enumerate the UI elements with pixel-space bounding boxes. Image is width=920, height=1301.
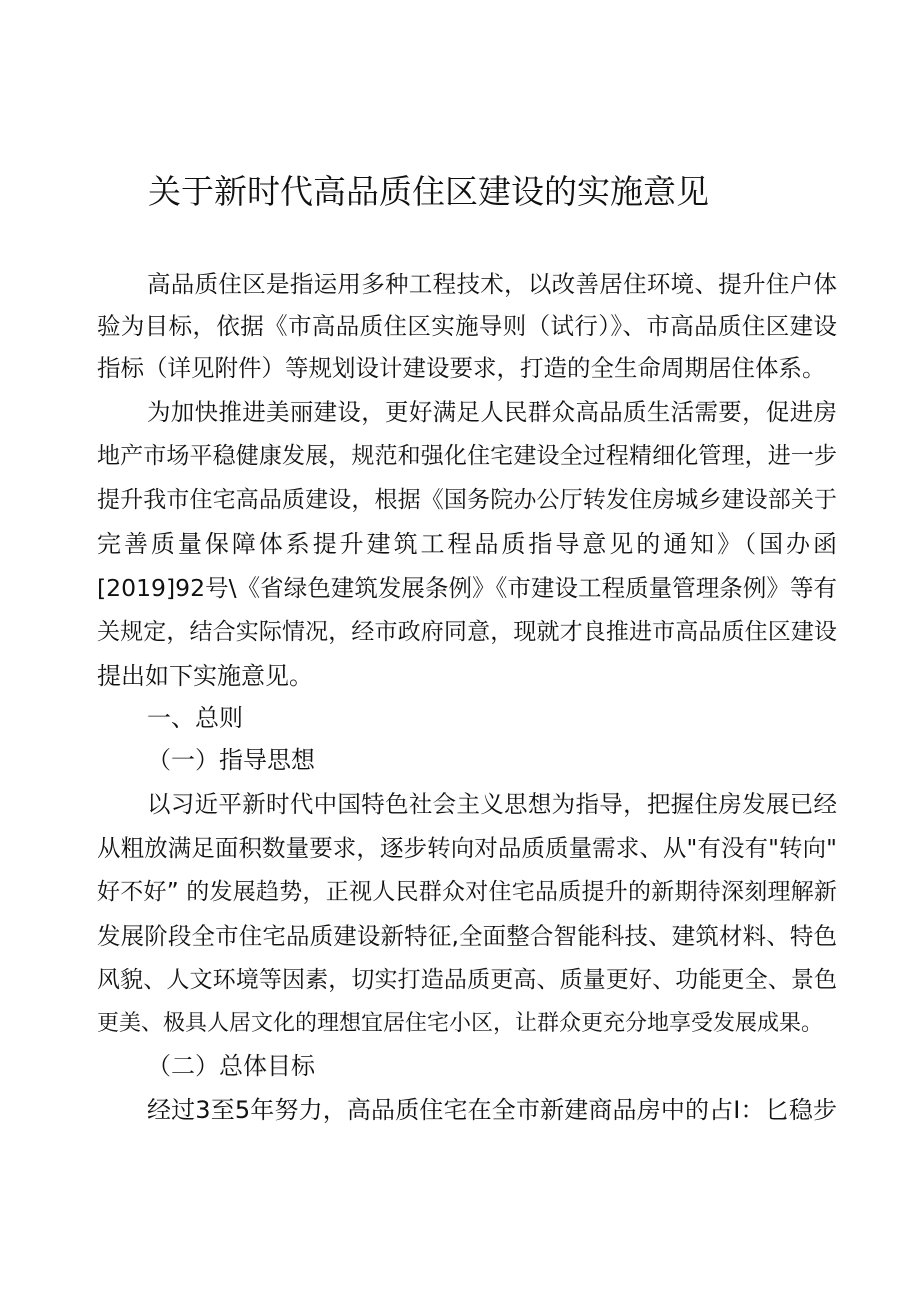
paragraph-line: 以习近平新时代中国特色社会主义思想为指导，把握住房发展已经 <box>147 790 837 818</box>
subsection-heading: （二）总体目标 <box>147 1052 315 1080</box>
paragraph-line: 更美、极具人居文化的理想宜居住宅小区，让群众更充分地享受发展成果。 <box>97 1011 824 1036</box>
paragraph-line: 好不好” 的发展趋势，正视人民群众对住宅品质提升的新期待深刻理解新 <box>97 879 837 905</box>
paragraph-line: 从粗放满足面积数量要求，逐步转向对品质质量需求、从"有没有"转向" <box>97 834 837 862</box>
paragraph-line: 提升我市住宅高品质建设，根据《国务院办公厅转发住房城乡建设部关于 <box>97 487 837 513</box>
paragraph-line: 提出如下实施意见。 <box>97 662 313 690</box>
paragraph-line: 验为目标，依据《市高品质住区实施导则（试行）》、市高品质住区建设 <box>97 312 837 340</box>
paragraph-line: 经过3至5年努力，高品质住宅在全市新建商品房中的占I：匕稳步 <box>147 1096 837 1124</box>
paragraph-line: 高品质住区是指运用多种工程技术，以改善居住环境、提升住户体 <box>147 270 837 298</box>
paragraph-line: 完善质量保障体系提升建筑工程品质指导意见的通知》（国办函 <box>97 530 837 558</box>
paragraph-line: 地产市场平稳健康发展，规范和强化住宅建设全过程精细化管理，进一步 <box>97 443 837 469</box>
paragraph-line: 风貌、人文环境等因素，切实打造品质更高、质量更好、功能更全、景色 <box>97 967 837 993</box>
paragraph-line: 发展阶段全市住宅品质建设新特征,全面整合智能科技、建筑材料、特色 <box>97 922 837 950</box>
document-title: 关于新时代高品质住区建设的实施意见 <box>148 172 709 211</box>
paragraph-line: 指标（详见附件）等规划设计建设要求，打造的全生命周期居住体系。 <box>97 354 826 382</box>
paragraph-line: 关规定，结合实际情况，经市政府同意，现就才良推进市高品质住区建设 <box>97 619 837 645</box>
subsection-heading: （一）指导思想 <box>147 746 315 774</box>
paragraph-line: [2019]92号\《省绿色建筑发展条例》《市建设工程质量管理条例》等有 <box>97 574 837 602</box>
section-heading: 一、总则 <box>147 704 243 732</box>
paragraph-line: 为加快推进美丽建设，更好满足人民群众高品质生活需要，促进房 <box>147 398 837 426</box>
